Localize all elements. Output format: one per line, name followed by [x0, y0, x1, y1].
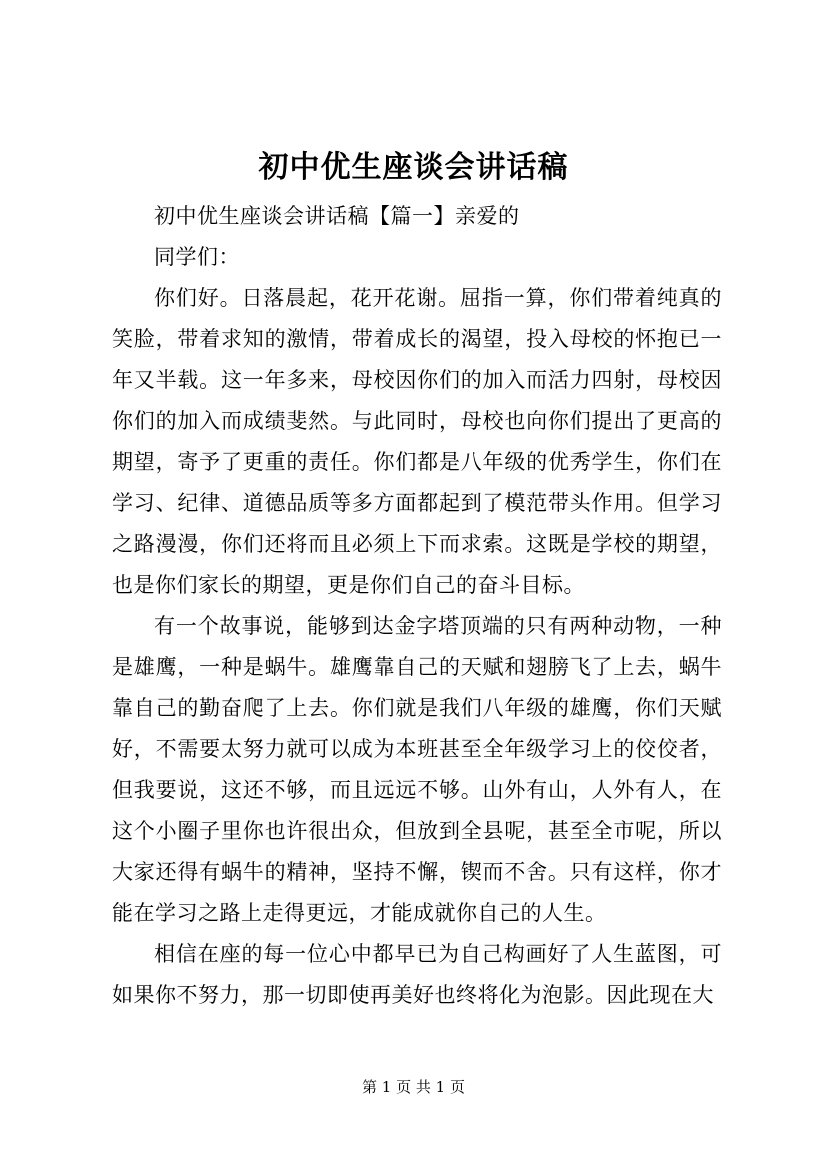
paragraph-greeting: 你们好。日落晨起，花开花谢。屈指一算，你们带着纯真的笑脸，带着求知的激情，带着成长的渴望，投入母校的怀抱已一年又半载。这一年多来，母校因你们的加入而活力四射，母校因你们的加入而成绩斐然。与此同时，母校也向你们提出了更高的期望，寄予了更重的责任。你们都是八年级的优秀学生，你们在学习、纪律、道德品质等多方面都起到了模范带头作用。但学习之路漫漫，你们还将而且必须上下而求索。这既是学校的期望，也是你们家长的期望，更是你们自己的奋斗目标。: [112, 286, 722, 597]
paragraph-heading-line: 初中优生座谈会讲话稿【篇一】亲爱的: [154, 204, 520, 228]
document-title: 初中优生座谈会讲话稿: [258, 150, 569, 185]
paragraph-story: 有一个故事说，能够到达金字塔顶端的只有两种动物，一种是雄鹰，一种是蜗牛。雄鹰靠自己的天赋和翅膀飞了上去，蜗牛靠自己的勤奋爬了上去。你们就是我们八年级的雄鹰，你们天赋好，不需要太努力就可以成为本班甚至全年级学习上的佼佼者，但我要说，这还不够，而且远远不够。山外有山，人外有人，在这个小圈子里你也许很出众，但放到全县呢，甚至全市呢，所以大家还得有蜗牛的精神，坚持不懈，锲而不舍。只有这样，你才能在学习之路上走得更远，才能成就你自己的人生。: [112, 614, 722, 925]
page-number-footer: 第 1 页 共 1 页: [362, 1078, 465, 1096]
paragraph-salutation: 同学们：: [154, 245, 240, 269]
paragraph-blueprint: 相信在座的每一位心中都早已为自己构画好了人生蓝图，可如果你不努力，那一切即使再美好也终将化为泡影。因此现在大: [112, 942, 722, 1007]
document-body: [112, 196, 722, 1016]
